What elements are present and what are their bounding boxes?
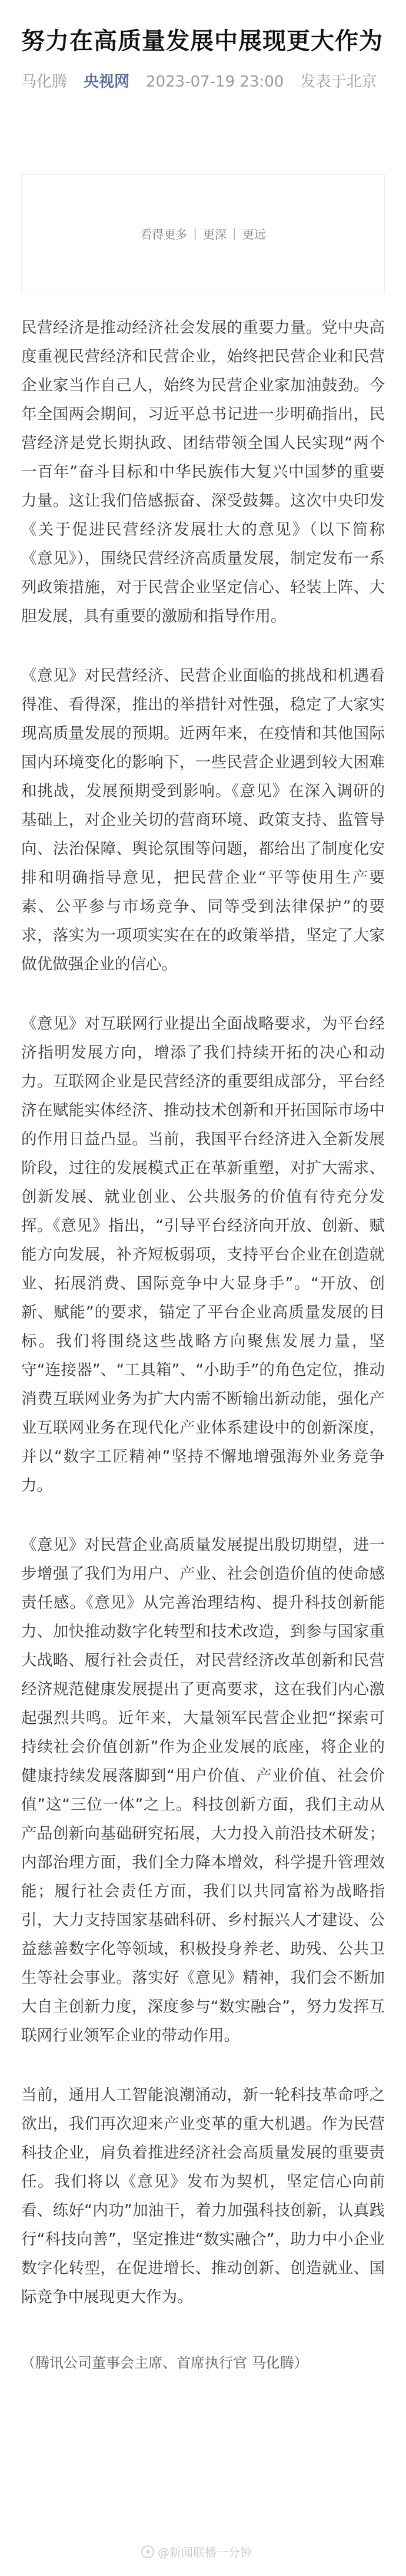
page-title: 努力在高质量发展中展现更大作为 — [21, 28, 383, 55]
slogan-separator: | — [232, 226, 237, 240]
body-paragraph: 当前，通用人工智能浪潮涌动，新一轮科技革命呼之欲出，我们再次迎来产业变革的重大机遇。作为民营科技企业，肩负着推进经济社会高质量发展的重要责任。我们将以《意见》发布为契机，坚定信心向前看、练好“内功”加油干，着力加强科技创新，认真践行“科技向善”，坚定推进“数实融合”，助力中小企业数字化转型，在促进增长、推动创新、创造就业、国际竞争中展现更大作为。 — [21, 2086, 385, 2306]
body-paragraph: 《意见》对互联网行业提出全面战略要求，为平台经济指明发展方向，增添了我们持续开拓的决心和动力。互联网企业是民营经济的重要组成部分，平台经济在赋能实体经济、推动技术创新和开拓国际市场中的作用日益凸显。当前，我国平台经济进入全新发展阶段，过往的发展模式正在革新重塑，对扩大需求、创新发展、就业创业、公共服务的价值有待充分发挥。《意见》指出，“引导平台经济向开放、创新、赋能方向发展，补齐短板弱项，支持平台企业在创造就业、拓展消费、国际竞争中大显身手”。“开放、创新、赋能”的要求，锚定了平台企业高质量发展的目标。我们将围绕这些战略方向聚焦发展力量，坚守“连接器”、“工具箱”、“小助手”的角色定位，推动消费互联网业务为扩大内需不断输出新动能，强化产业互联网业务在现代化产业体系建设中的创新深度，并以“数字工匠精神”坚持不懈地增强海外业务竞争力。 — [21, 1015, 385, 1495]
author-name[interactable]: 马化腾 — [21, 73, 68, 91]
slogan-farther: 更远 — [242, 227, 266, 241]
author-signature: （腾讯公司董事会主席、首席执行官 马化腾） — [21, 2355, 308, 2371]
body-paragraph: 《意见》对民营经济、民营企业面临的挑战和机遇看得准、看得深，推出的举措针对性强，稳定了大家实现高质量发展的预期。近两年来，在疫情和其他国际国内环境变化的影响下，一些民营企业遇到较大困难和挑战，发展预期受到影响。《意见》在深入调研的基础上，对企业关切的营商环境、政策支持、监管导向、法治保障、舆论氛围等问题，都给出了制度化安排和明确指导意见，把民营企业“平等使用生产要素、公平参与市场竞争、同等受到法律保护”的要求，落实为一项项实实在在的政策举措，坚定了大家做优做强企业的信心。 — [21, 667, 385, 974]
slogan-separator: | — [193, 226, 197, 240]
weibo-icon — [141, 2545, 154, 2558]
channel-link[interactable]: 央视网 — [84, 73, 130, 91]
body-paragraph: 《意见》对民营企业高质量发展提出殷切期望，进一步增强了我们为用户、产业、社会创造价值的使命感责任感。《意见》从完善治理结构、提升科技创新能力、加快推动数字化转型和技术改造，到参与国家重大战略、履行社会责任，对民营经济改革创新和民营经济规范健康发展提出了更高要求，这在我们内心激起强烈共鸣。近年来，大量领军民营企业把“探索可持续社会价值创新”作为企业发展的底座，将企业的健康持续发展落脚到“用户价值、产业价值、社会价值”这“三位一体”之上。科技创新方面，我们主动从产品创新向基础研究拓展，大力投入前沿技术研发；内部治理方面，我们全力降本增效，科学提升管理效能；履行社会责任方面，我们以共同富裕为战略指引，大力支持国家基础科研、乡村振兴人才建设、公益慈善数字化等领域，积极投身养老、助残、公共卫生等社会事业。落实好《意见》精神，我们会不断加大自主创新力度，深度参与“数实融合”，努力发挥互联网行业领军企业的带动作用。 — [21, 1536, 385, 2045]
publish-location: 发表于北京 — [300, 73, 377, 91]
slogan-more: 看得更多 — [140, 227, 188, 241]
slogan-deeper: 更深 — [203, 227, 227, 241]
watermark-text: @新闻联播一分钟 — [158, 2545, 252, 2560]
publish-time: 2023-07-19 23:00 — [146, 73, 284, 91]
watermark — [141, 2543, 252, 2560]
slogan-banner — [21, 175, 385, 292]
article-meta — [0, 58, 406, 92]
body-paragraph: 民营经济是推动经济社会发展的重要力量。党中央高度重视民营经济和民营企业，始终把民营企业和民营企业家当作自己人，始终为民营企业家加油鼓劲。今年全国两会期间，习近平总书记进一步明确指出，民营经济是党长期执政、团结带领全国人民实现“两个一百年”奋斗目标和中华民族伟大复兴中国梦的重要力量。这让我们倍感振奋、深受鼓舞。这次中央印发《关于促进民营经济发展壮大的意见》（以下简称《意见》），围绕民营经济高质量发展，制定发布一系列政策措施，对于民营企业坚定信心、轻装上阵、大胆发展，具有重要的激励和指导作用。 — [21, 319, 385, 625]
article-body — [0, 292, 406, 2312]
